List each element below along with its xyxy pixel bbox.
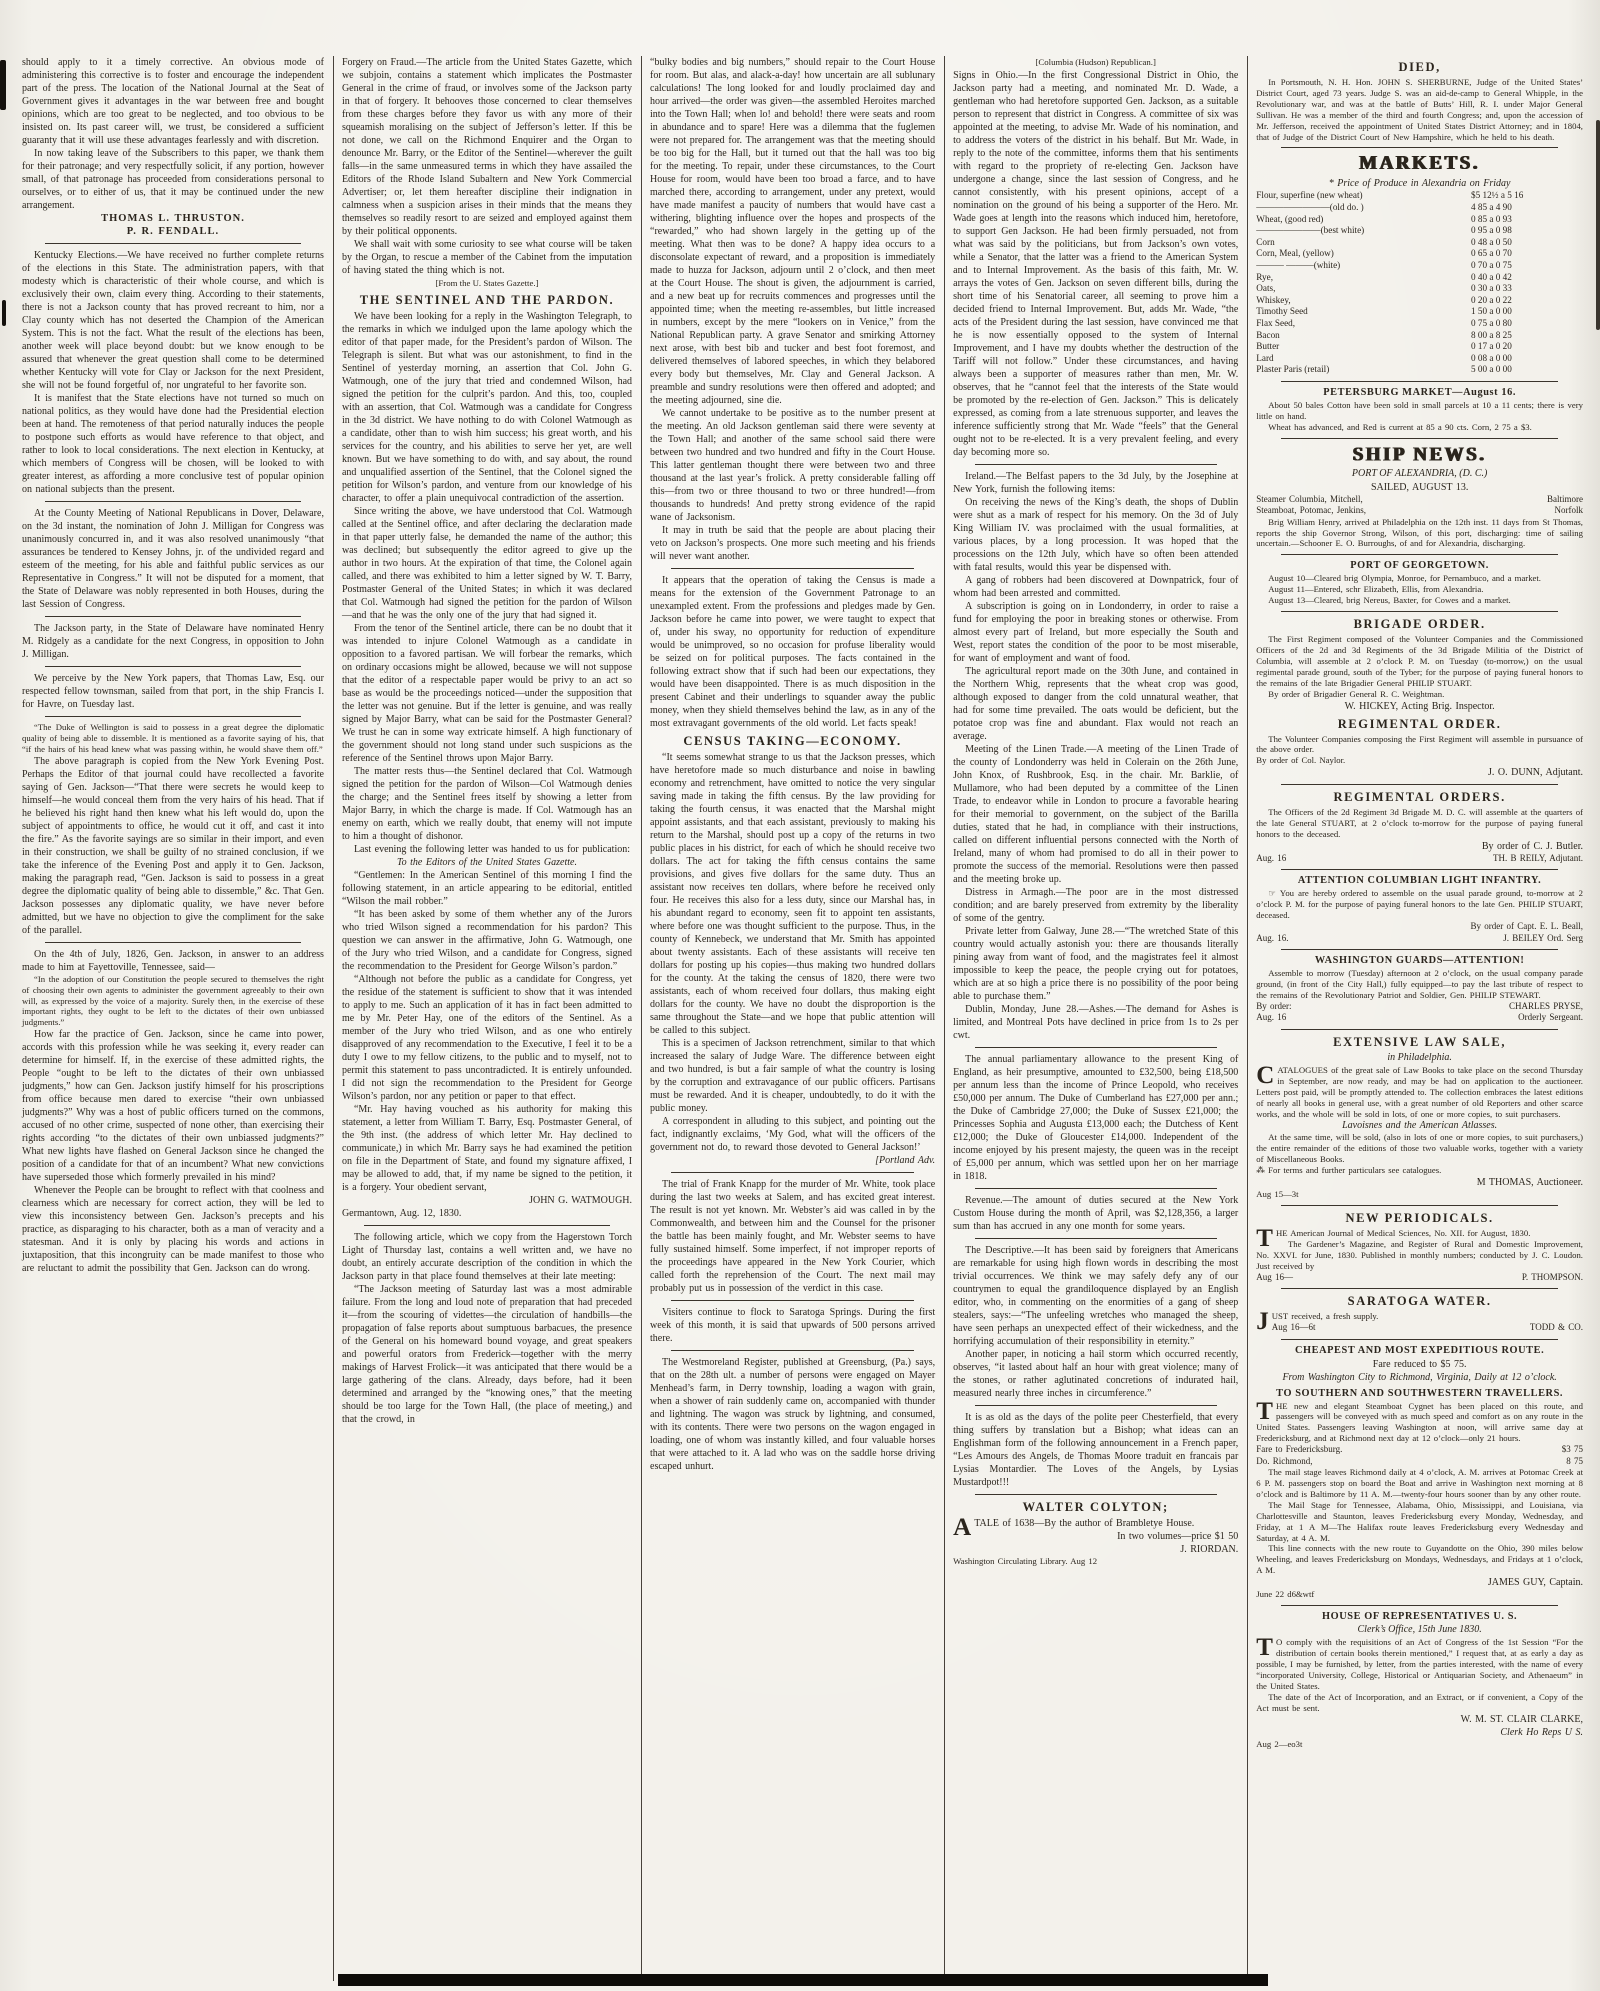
article [1256,60,1583,142]
article-divider [45,716,302,717]
paragraph: We cannot undertake to be positive as to the number present at the meeting. An old Jackson gentleman said there were seventy at the Town Hall; and another of the same school said there were between two hundred and two hundred and fifty in the Court House. This latter gentleman thought there were between two and three thousand at the last year’s frolick. A pretty considerable falling off this—from two or three thousand to two or three hundred!—from thousands to hundreds! And pretty strong evidence of the rapid wane of Jacksonism. [650,408,936,523]
market-value: 0 75 a 0 80 [1470,317,1512,328]
article [1256,1211,1583,1283]
paragraph: To the Editors of the United States Gazette. [397,857,577,868]
paragraph: Lavoisnes and the American Atlasses. [1342,1120,1498,1132]
paragraph [1272,1322,1583,1334]
paragraph: On receiving the news of the King’s death, the shops of Dublin were shut as a mark of respect for his memory. On the 3d of July King William IV. was proclaimed with the usual formalities, at various places, by a long procession. It was hoped that the processions on the 12th July, which have so often been attended with fatal results, would this year be dispensed with. [953,497,1239,573]
article-divider [1281,438,1559,439]
article-divider [1281,949,1559,950]
split-left: Aug 16—6t [1271,1322,1316,1332]
article-kicker: [From the U. States Gazette.] [435,278,539,288]
article [953,1194,1238,1233]
paragraph: The annual parliamentary allowance to the present King of England, as heir presumptive, amounted to £32,500, being £18,500 per annum less than the income of Prince Leopold, who receives £50,000 per annum. The Duke of Cumberland has £27,000 per ann.; the Duke of Cambridge 27,000; the Duke of Sussex £21,000; the Princesses Sophia and Augusta £13,000 each; the Dutchess of Kent £12,000; the Duke of Gloucester £14,000. Independent of the income enjoyed by his present majesty, the queen was in the receipt of £5,000 per annum, which was settled upon her on her marriage in 1818. [953,1054,1239,1182]
paragraph: TO comply with the requisitions of an Act of Congress of the 1st Session “For the distribution of certain books therein mentioned,” I request that, at as early a day as possible, I may be furnished, by letter, from the parties interested, with the name of every “incorporated University, College, Historical or Antiquarian Society, and Athenaeum” in the United States. [1256,1634,1583,1691]
paragraph: Revenue.—The amount of duties secured at the New York Custom House during the month of April, was $2,128,356, a larger sum than has accrued in any one month for some years. [953,1195,1239,1232]
paragraph: Assemble to morrow (Tuesday) afternoon at 2 o’clock, on the usual company parade ground, (in front of the City Hall,) fully equipped—to pay the last tribute of respect to the remains of the Revolutionary Patriot and Soldier, Gen. PHILIP STEWART. [1256,968,1583,1000]
paragraph: W. M. ST. CLAIR CLARKE, [1460,1714,1583,1726]
split-left: Aug. 16 [1256,1012,1287,1023]
paragraph: By order of C. J. Butler. [1481,840,1583,852]
market-row [1256,295,1583,307]
article [650,1356,935,1473]
paragraph: Signs in Ohio.—In the first Congressional District in Ohio, the Jackson party had a meeting, and nominated Mr. D. Wade, a gentleman who had heretofore supported Gen. Jackson, as a suitable person to represent that district in Congress. A committee of six was appointed at the meeting, to advise Mr. Wade of his nomination, and to address the voters of the district in his behalf. But Mr. Wade, in reply to the note of the committee, informs them that his sentiments with regard to the propriety of re-electing Gen. Jackson have undergone a change, since the last session of Congress, and he cannot consistently, with his present opinions, accept of a nomination on the ground of his being a supporter of the Hero. Mr. Wade goes at length into the reasons which induced him, heretofore, to support Gen Jackson. He had been firmly persuaded, not from what was said by the politicians, but from Jackson’s own votes, while a Senator, that the latter was a friend to the American System and to Internal Improvement. As the basis of this faith, Mr. W. arrays the votes of Gen. Jackson on seven different bills, during the short time of his Senatorial career, all seeming to prove him a decided friend to Internal Improvement. But, adds Mr. Wade, “the acts of the President during the last session, have convinced me that he is now essentially opposed to the system of Internal Improvement, and I have my doubts whether the destruction of the Tariff will not follow.” Under these circumstances, and having always been a supporter of measures rather than men, Mr. W. observes, that he “cannot feel that the interests of the State would be promoted by the re-election of Gen. Jackson.” This is delicately expressed, as coming from a late strenuous supporter, and leaves the inference sufficiently strong that Mr. Wade “feels” that the General ought not to be re-elected. It is a very prevalent feeling, and every day becoming more so. [953,70,1239,458]
article-heading: WASHINGTON GUARDS—ATTENTION! [1314,955,1525,967]
paragraph: Since writing the above, we have understood that Col. Watmough called at the Sentinel office, and after declaring the declaration made in that paper utterly false, he demanded the name of the author; this was declined; but subsequently the editor agreed to give up the author in two hours. At the expiration of that time, the Colonel again called, and there was exhibited to him a letter signed by W. T. Barry, Postmaster General of the United States; in which it was declared that Col. Watmough had signed the petition for the pardon of Wilson—and that he was the only one of the jury that had signed it. [341,506,633,621]
market-item: ——— ———(white) [1256,260,1341,270]
article-divider [45,942,302,943]
market-item: Corn [1256,236,1275,247]
market-item: Corn, Meal, (yellow) [1256,248,1334,259]
paragraph: CATALOGUES of the great sale of Law Books to take place on the second Thursday in September, are now ready, and may be had on application to the auctioneer. Letters post paid, will be promptly attended to. The collection embraces the latest editions of nearly all books in general use, with a great number of old Reporters and other scarce works, and the whole will be sold in lots, of one or more copies, to suit purchasers. [1256,1061,1583,1119]
paragraph: THE American Journal of Medical Sciences, No. XII. for August, 1830. [1256,1224,1531,1252]
market-row [1256,214,1583,226]
article-divider [671,1300,913,1301]
paragraph: Visiters continue to flock to Saratoga Springs. During the first week of this month, it is said that upwards of 500 persons arrived there. [650,1307,936,1344]
article-divider [671,1350,913,1351]
article-heading: DIED, [1398,60,1441,74]
article-heading: CHEAPEST AND MOST EXPEDITIOUS ROUTE. [1295,1344,1545,1356]
article [1256,1388,1583,1601]
market-value: 0 95 a 0 98 [1470,225,1512,236]
columns-container [14,56,1592,1981]
article-subheading: in Philadelphia. [1387,1051,1452,1063]
paragraph: “bulky bodies and big numbers,” should repair to the Court House for room. But alas, and alack-a-day! how uncertain are all sublunary calculations! The long looked for and loudly proclaimed day and hour arrived—the order was given—the assembled Heroites marched into the Town Hall; when lo! and behold! there were seats and room in abundance and to spare! Here was a dilemma that the fuglemen were not prepared for. The arrangement was that the meeting should be too big for the Hall, but it turned out that the hall was too big for the meeting. To repair, under these circumstances, to the Court House for room, would have been too broad a farce, and to have marched there, according to arrangement, under any pretext, would have made manifest a paucity of numbers that would have cast a withering, blighting influence over the hopes and prospects of the “rewarded,” who had shown largely in the getting up of the meeting. What then was to be done? A happy idea occurs to a disconsolate expectant of reward, and a proposition is immediately made to huzza for Jackson, adjourn until 2 o’clock, and then meet at the Court House. The shout is given, the adjournment is carried, and a new beat up for recruits commences and progresses until the appointed time; when the meeting re-assembles, but little increased in numbers, except by the mere “lookers on in Venice,” from the National Republican party. A grave Senator and smirking Attorney next arose, with best bib and tucker and best foot foremost, and delivered themselves of labored speeches, in which they belabored every body but themselves, Mr. Clay and General Jackson. A preamble and sundry resolutions were then offered and adopted; and the meeting adjourned, sine die. [650,57,936,406]
article-divider [975,1494,1217,1495]
paragraph: “The Jackson meeting of Saturday last was a most admirable failure. From the long and loud note of preparation that had preceded it—from the scouring of videttes—the circulation of handbills—the propagation of false reports about sumptuous barbacues, the presence of the General on his homeward bound voyage, and great speakers and powerful orators from Frederick—together with the merry makings of Harvest Frolick—it was anticipated that there would be a large gathering of the clans. Already, days before, had it been determined and arranged by the “knowing ones,” that the meeting should be too large for the Town Hall, (the place of meeting,) and that the crowd, in [341,1284,633,1425]
market-item: Timothy Seed [1256,306,1308,317]
market-item: Plaster Paris (retail) [1256,364,1330,375]
paragraph: ⁂ For terms and further particulars see catalogues. [1256,1165,1442,1176]
paragraph: August 10—Cleared brig Olympia, Monroe, for Pernambuco, and a market. [1268,573,1541,584]
paragraph: The First Regiment composed of the Volunteer Companies and the Commissioned Officers of the 2d and 3d Regiments of the 3d Brigade Militia of the District of Columbia, will assemble at 2 o’clock P. M. on Tuesday (to-morrow,) on the usual regimental parade ground, south of the Tyber; for the purpose of paying funeral honors to the remains of the late Brigadier General PHILIP STUART. [1256,634,1583,688]
article-divider [45,243,302,244]
paragraph: “It seems somewhat strange to us that the Jackson presses, which have heretofore made so much disturbance and noise in bawling economy and retrenchment, have omitted to notice the very singular saving made in taking the fifth census. By the law providing for taking the fourth census, it was enacted that the Marshal might appoint assistants, and that each assistant, previously to making his return to the Marshal, should post up a copy of the returns in two public places in his district, for each of which he should receive two dollars. The act for taking the fifth census contains the same provisions, and gives five dollars for the same duty. Thus an assistant now receives ten dollars, where before he received only four. He receives this also for a less duty, since our Marshal has, in his abundant regard to economy, seen fit to appoint ten assistants, where before one was thought sufficient to the purpose. Thus, in the county of Kennebeck, we understand that Mr. Smith has appointed about twenty assistants. Each of these assistants will receive ten dollars for posting up his copies—thus making two hundred dollars for the county. At the taking the census of 1820, there were two assistants, each of whom received four dollars, thus making eight dollars for the county. We have no doubt the disproportion is the same throughout the State—and we hope that public attention will be called to this subject. [650,752,936,1036]
paragraph: THE new and elegant Steamboat Cygnet has been placed on this route, and passengers will be conveyed with as much speed and comfort as on any route in the United States. Passengers leaving Washington at noon, will arrive same day at Fredericksburg, and at Richmond next day at 12 o’clock—only 21 hours. [1256,1397,1583,1444]
paragraph: Clerk Ho Reps U S. [1500,1727,1583,1739]
paragraph: By order of Brigadier General R. C. Weightman. [1268,688,1445,699]
paragraph [1256,505,1583,517]
article [342,278,632,1220]
market-value: 0 85 a 0 93 [1470,213,1512,224]
article-subheading: PORT OF ALEXANDRIA, (D. C.) [1351,467,1488,479]
paragraph: Washington Circulating Library. Aug 12 [953,1556,1098,1566]
market-item: Oats, [1256,283,1276,294]
paragraph: The Volunteer Companies composing the First Regiment will assemble in pursuance of the above order. [1256,733,1583,755]
split-left: Aug 16— [1256,1271,1294,1282]
scan-artifact [0,60,6,110]
market-row [1256,318,1583,330]
paragraph [1256,494,1583,506]
column-3 [642,56,945,1981]
paragraph: June 22 d6&wtf [1256,1589,1315,1600]
article [953,1500,1238,1567]
article [953,57,1238,459]
article-heading: NEW PERIODICALS. [1345,1210,1494,1225]
paragraph [1256,1456,1583,1468]
split-right: $3 75 [1561,1444,1583,1455]
article-heading: THE SENTINEL AND THE PARDON. [359,293,615,307]
market-value: 0 65 a 0 70 [1470,248,1512,259]
split-left: Steamboat, Potomac, Jenkins, [1256,505,1367,516]
paragraph: Whenever the People can be brought to reflect with that coolness and clearness which are necessary for correct action, they will be led to view this inconsistency between Gen. Jackson’s precepts and his practice, as disparaging to his character, both as a man of veracity and a statesman. And it is only by placing his words and actions in juxtaposition, that this incongruity can be made manifest to those who are reluctant to admit the possibility that Gen. Jackson can do wrong. [22,1185,324,1275]
paragraph: Aug 15—3t [1256,1189,1299,1200]
paragraph: From the tenor of the Sentinel article, there can be no doubt that it was intended to injure Colonel Watmough as a candidate in opposition to a favored partisan. We will forbear the remarks, which on ordinary occasions might be allowed, because we will not suppose that the editor of a respectable paper would be privy to an act so base as would be the proceedings noticed—under the supposition that the letter was not genuine. But if the letter is genuine, and was really signed by Major Barry, what can be said for the Postmaster General? We trust he can in some way extricate himself. A high functionary of the government should not long stand under such suspicions as the reference of the Sentinel throws upon Major Barry. [341,623,633,764]
column-2 [334,56,642,1981]
paragraph: The agricultural report made on the 30th June, and contained in the Northern Whig, represents that the wheat crop was good, although exposed to danger from the cold unnatural weather, that had for some time prevailed. The oats would be deficient, but the potatoe crop was fine and abundant. Flax would not reach an average. [953,666,1239,742]
paragraph: The matter rests thus—the Sentinel declared that Col. Watmough signed the petition for the pardon of Wilson—Col Watmough denies the charge; and the Sentinel frees itself by showing a letter from Major Barry, in which the charge is made. If Col. Watmough has an enemy on earth, which we really doubt, that enemy will not impute to him a thought of dishonor. [341,766,633,842]
article-subheading: Clerk’s Office, 15th June 1830. [1357,1624,1482,1636]
split-left: Fare to Fredericksburg. [1256,1444,1343,1455]
market-row [1256,364,1583,376]
market-row [1256,237,1583,249]
paragraph: should apply to it a timely corrective. An obvious mode of administering this corrective is to foster and encourage the independent part of the press. The location of the National Journal at the Seat of Government gives it advantages in the war between free and bought opinions, which are too great to be neglected, and too obvious to be insisted on. Its past career will, we trust, be considered a sufficient guaranty that it will use these advantages fearlessly and with discretion. [22,57,324,146]
market-item: Flour, superfine (new wheat) [1256,190,1363,201]
paragraph: About 50 bales Cotton have been sold in small parcels at 10 a 11 cents; there is very little on hand. [1256,399,1583,421]
paragraph: JAMES GUY, Captain. [1487,1577,1583,1589]
paragraph: In now taking leave of the Subscribers to this paper, we thank them for their patronage; and very respectfully solicit, if any portion, however small, of that patronage has proceeded from considerations personal to ourselves, or to either of us, that it may be continued under the new arrangement. [22,148,324,211]
article [22,622,324,661]
market-value: 5 00 a 0 00 [1470,364,1512,375]
paragraph: Dublin, Monday, June 28.—Ashes.—The demand for Ashes is limited, and Montreal Pots have declined in price from 1s to 2s per cwt. [953,1004,1239,1041]
paragraph: The Westmoreland Register, published at Greensburg, (Pa.) says, that on the 28th ult. a number of persons were engaged on Mayer Menhead’s farm, in Derry township, loading a wagon with grain, when a shower of rain suddenly came on, accompanied with thunder and lightning. The wagon was struck by lightning, and consumed, with its contents. There were two persons on the wagon engaged in loading, one of whom was instantly killed, and four valuable horses that were attached to it. A lad who was on the saddle horse driving escaped unhurt. [650,1357,936,1472]
market-row [1256,248,1583,260]
article [650,56,935,563]
paragraph: “It has been asked by some of them whether any of the Jurors who tried Wilson signed a recommendation for his pardon? This question we can answer in the affirmative, John G. Watmough, one of the Jury who tried Wilson, and a candidate for Congress, signed the recommendation to the President for George Wilson’s pardon.” [341,909,633,972]
market-row [1256,272,1583,284]
paragraph: How far the practice of Gen. Jackson, since he came into power, accords with this profession while he was seeking it, every reader can determine for himself. If, in the exercise of these admitted rights, the People “ought to be left to the dictates of their own unbiassed judgments,” how can Gen. Jackson justify himself for his proscriptions from office because men dared to exercise “their own unbiassed judgments?” Why was a host of public officers turned on the commons, accused of no other crime, suspected of none other, than exercising their rights according “to the dictates of their own unbiassed judgments?” What new lights have flashed on General Jackson since he changed the position of a candidate for that of an incumbent? What new convictions have superseded those which formerly prevailed in his mind? [22,1029,324,1184]
paragraph: Distress in Armagh.—The poor are in the most distressed condition; and are barely preserved from extremity by the liberality of some of the gentry. [953,887,1239,924]
market-row [1256,202,1583,214]
market-row [1256,260,1583,272]
split-left: Steamer Columbia, Mitchell, [1256,493,1363,504]
split-left: Do. Richmond, [1256,1455,1313,1466]
market-item: Wheat, (good red) [1256,213,1324,224]
article-heading: ATTENTION COLUMBIAN LIGHT INFANTRY. [1297,875,1542,887]
split-left: Aug. 16. [1256,932,1289,943]
article [1256,1611,1583,1750]
market-value: 0 08 a 0 00 [1470,352,1512,363]
article-heading: REGIMENTAL ORDER. [1337,716,1502,731]
paragraph: At the County Meeting of National Republicans in Dover, Delaware, on the 3d instant, the nomination of John J. Milligan for Congress was unanimously concurred in, and it was also resolved unanimously “that assurances be tendered to Kensey Johns, jr. of the undivided regard and esteem of the meeting, for his able and faithful public services as our Representative in Congress.” It will not be disputed for a moment, that the State of Delaware was nobly represented in both Houses, during the last Session of Congress. [22,508,324,610]
paragraph: A correspondent in alluding to this subject, and pointing out the fact, indignantly exclaims, ‘My God, what will the officers of the government not do, to reward those devoted to General Jackson!’ [650,1116,936,1153]
paragraph: P. R. FENDALL. [126,226,220,237]
paragraph [1256,1012,1583,1024]
article [22,948,324,1276]
article [953,470,1238,1042]
paragraph: August 13—Cleared, brig Nereus, Baxter, for Cowes and a market. [1268,595,1511,606]
article-divider [975,1405,1217,1406]
article-heading: PETERSBURG MARKET—August 16. [1323,386,1516,398]
paragraph: SAILED, AUGUST 13. [1370,481,1469,493]
paragraph: “The Duke of Wellington is said to possess in a great degree the diplomatic quality of being able to dissemble. It is mentioned as a favorite saying of his, that “if the hairs of his head knew what was passing within, he would shave them off.” [22,722,324,754]
article [650,734,935,1167]
market-row [1256,283,1583,295]
split-left: By order: [1256,1000,1292,1011]
market-value: 0 40 a 0 42 [1470,271,1512,282]
article [342,56,632,277]
split-right: 8 75 [1566,1455,1583,1466]
article [650,574,935,730]
article-heading: HOUSE OF REPRESENTATIVES U. S. [1322,1611,1518,1623]
market-value: 4 85 a 4 90 [1470,202,1512,213]
paragraph: Last evening the following letter was handed to us for publication: [353,844,630,855]
article-heading: SHIP NEWS. [1352,443,1487,466]
article [22,672,324,711]
article [1256,1035,1583,1200]
paragraph: Private letter from Galway, June 28.—“The wretched State of this country would actually astonish you: there are thousands literally pining away from want of food, and the magistrates feel it almost impossible to keep the peace, the people crying out for potatoes, which are at so high a price there is no possibility of the poor being able to purchase them.” [953,926,1239,1002]
paragraph: It is as old as the days of the polite peer Chesterfield, that every thing suffers by translation but a Bishop; what ideas can an Englishman form of the following announcement in a French paper, “Les Amours des Angels, de Thomas Moore traduit en francais par Lysias Montardier. The Loves of the Angels, by Lysias Mustardpot!!! [953,1412,1239,1488]
market-item: Flax Seed, [1256,317,1296,328]
split-right: J. BEILEY Ord. Serg [1503,932,1583,943]
paragraph [1256,1444,1583,1456]
article [22,56,324,238]
article [1256,1345,1583,1384]
paragraph: ☞ You are hereby ordered to assemble on the usual parade ground, to-morrow at 2 o’clock P. M. for the purpose of paying funeral honors to the late Gen. PHILIP STUART, deceased. [1256,888,1583,921]
split-right: Norfolk [1554,505,1583,516]
paragraph: On the 4th of July, 1826, Gen. Jackson, in answer to an address made to him at Fayettoville, Tennessee, said— [22,948,324,973]
paragraph [1256,1001,1583,1013]
split-right: Orderly Sergeant. [1518,1012,1583,1023]
paragraph: It is manifest that the State elections have not turned so much on national politics, as they would have done had the Presidential election been at hand. The remoteness of that period naturally induces the people to postpone such efforts as would have reference to that object, and rather to look to local considerations. The next election in Kentucky, at which members of Congress will be chosen, will be looked to with greater interest, as affording a more conclusive test of popular opinion on national subjects than the present. [22,393,324,495]
paragraph: The following article, which we copy from the Hagerstown Torch Light of Thursday last, contains a well written and, we have no doubt, an entirely accurate description of the condition in which the Jackson party in that place found themselves at their late meeting: [341,1232,633,1282]
paragraph: Meeting of the Linen Trade.—A meeting of the Linen Trade of the county of Londonderry was held in Colerain on the 26th June, John Knox, of Rushbrook, Esq. in the chair. Mr. Barklie, of Mullamore, who had been deputed by a committee of the Linen Trade, to endeavor while in London to procure a favorable hearing for their memorial to government, on the subject of the Barilla duties, stated that he had, in compliance with their instructions, called on different influential persons connected with the North of Ireland, many of whom had promised to do all in their power to promote the success of the memorial. Resolutions were then passed and the meeting broke up. [953,744,1239,885]
article [953,1053,1238,1183]
scan-artifact [1596,120,1600,330]
paragraph: The Officers of the 2d Regiment 3d Brigade M. D. C. will assemble at the quarters of the late General STUART, at 2 o’clock to-morrow for the purpose of paying funeral honors to the deceased. [1256,807,1583,840]
paragraph [1256,1272,1583,1284]
paragraph: At the same time, will be sold, (also in lots of one or more copies, to suit purchasers,) the entire remainder of the editions of those two valuable works, together with a variety of Miscellaneous Books. [1256,1132,1583,1165]
column-4 [945,56,1248,1981]
article [22,722,324,937]
article-divider [364,1225,611,1226]
article [1256,617,1583,712]
paragraph: JOHN G. WATMOUGH. [529,1195,633,1206]
paragraph: A gang of robbers had been discovered at Downpatrick, four of whom had been arrested and committed. [953,575,1239,599]
market-item: ———————(best white) [1256,225,1365,236]
paragraph: We shall wait with some curiosity to see what course will be taken by the Organ, to rescue a member of the Cabinet from the imputation of having stated the thing which is not. [341,239,633,276]
article [1256,955,1583,1024]
paragraph: It appears that the operation of taking the Census is made a means for the extension of the Government Patronage to an unexampled extent. From the professions and pledges made by Gen. Jackson before he came into power, we were taught to expect that of, under his sway, no opportunity for reduction of expenditure would be unimproved, so no occasion for profuse liberality would be seized on for political purposes. The facts contained in the following extract show that if such had been our expectations, they would have been disappointed. There is as much disposition in the present Cabinet and their underlings to squander away the public money, when they shield themselves behind the law, as in any of the most extravagant governments of the old world. Let facts speak! [650,575,936,729]
market-item: Whiskey, [1256,294,1291,305]
paragraph: “Gentlemen: In the American Sentinel of this morning I find the following statement, in an article appearing to be editorial, entitled “Wilson the mail robber.” [341,870,633,907]
paragraph: This is a specimen of Jackson retrenchment, similar to that which increased the salary of Judge Ware. The difference between eight and two hundred, is but a fair sample of what the country is losing by the corruption and extravagance of our public officers. Partisans must be rewarded. And it is cheaper, undoubtedly, to do it with the public money. [650,1038,936,1114]
article-divider [975,1238,1217,1239]
market-value: 8 00 a 8 25 [1470,329,1512,340]
article-divider [1281,869,1559,870]
market-item: Rye, [1256,271,1274,282]
paragraph: W. HICKEY, Acting Brig. Inspector. [1344,700,1495,712]
split-right: By order of Capt. E. L. Beall, [1470,921,1583,932]
paragraph: Another paper, in noticing a hail storm which occurred recently, observes, “it lasted about half an hour with great violence; many of the stones, or rather aglutinated concretions of indurated hail, measured nearly three inches in circumference.” [953,1349,1239,1399]
paragraph: This line connects with the new route to Guyandotte on the Ohio, 390 miles below Wheeling, and leaves Fredericksburg on Mondays, Wednesdays, and Fridays at 1 o’clock, A M. [1256,1543,1583,1576]
article [22,507,324,611]
paragraph: Kentucky Elections.—We have received no further complete returns of the elections in this State. The administration papers, with that modesty which is characteristic of their whole course, and which is exclusively their own, claim every thing. According to their statements, there is not a Jackson county that has proved recreant to him, nor a Clay county which has not deserted the Champion of the American System. This is not the fact. What the result of the elections has been, another week will place beyond doubt: but we know enough to be assured that whenever the great question shall come to be determined whether Kentucky will vote for Clay or Jackson for the next President, she will not be found forgetful of, nor ungrateful to her favorite son. [22,250,324,391]
paragraph: The above paragraph is copied from the New York Evening Post. Perhaps the Editor of that journal could have recollected a favorite saying of Gen. Jackson—“That there were secrets he would keep to himself—he would conceal them from the very hairs of his head. That if he believed his right hand then knew what his left would do, upon the subject of appointments to office, he would cut it off, and cast it into the fire.” As the favorite sayings are so similar in their import, and even in their construction, we shall be guilty of no strained conclusion, if we take the inference of the Evening Post and apply it to Gen. Jackson, making the paragraph read, “Gen. Jackson is said to possess in a great degree the diplomatic quality of being able to dissemble,” &c. That Gen. Jackson possesses any diplomatic quality, we have never before admitted, but we have no objection to give the compliment for the sake of the parallel. [22,755,324,936]
article [650,1306,935,1345]
article [1256,1294,1583,1336]
paragraph: THOMAS L. THRUSTON. [101,213,245,224]
paragraph: We have been looking for a reply in the Washington Telegraph, to the remarks in which we indulged upon the lame apology which the editor of that paper made, for the President’s pardon of Wilson. The Telegraph is silent. But what was our astonishment, to find in the Sentinel of yesterday morning, an assertion that Col. John G. Watmough, one of the jury that tried and condemned Wilson, had signed the petition for the culprit’s pardon. And this, too, coupled with an assertion, that Col. Watmough was a candidate for Congress in the 3d district. We have nothing to do with Colonel Watmough as a candidate, other than to wish him success; his great worth, and his services for the country, and his abilities to serve her yet, are well known. But we have something to do with, and say about, the round and unqualified assertion of the Sentinel, that the Colonel signed the petition for Wilson’s pardon, and venture from our knowledge of his character, to offer a plain unequivocal contradiction of the assertion. [341,311,633,504]
split-right: Baltimore [1546,493,1583,504]
paragraph: It may in truth be said that the people are about placing their veto on Jackson’s prospects. One more such meeting and his friends will never want another. [650,525,936,562]
article-heading: MARKETS. [1359,152,1481,175]
market-item: ————————(old do. ) [1256,202,1364,213]
market-row [1256,225,1583,237]
paragraph: The trial of Frank Knapp for the murder of Mr. White, took place during the last two weeks at Salem, and has excited great interest. The result is not yet known. Mr. Webster’s aid was called in by the Commonwealth, and between him and the Counsel for the prisoner the battle has been mainly fought, and Mr. Webster seems to have fully sustained himself. Some imperfect, if not improper reports of the proceedings have appeared in the New York Courier, which called forth the reprehension of the Court. The next mail may probably put us in possession of the verdict in this case. [650,1179,936,1294]
paragraph: Ireland.—The Belfast papers to the 3d July, by the Josephine at New York, furnish the following items: [953,471,1239,495]
article [1256,387,1583,433]
article-divider [1281,1288,1559,1289]
article-kicker: [Columbia (Hudson) Republican.] [1035,57,1156,67]
split-left: Aug. 16 [1256,852,1287,863]
split-right: P. THOMPSON. [1521,1271,1583,1282]
paragraph: The Jackson party, in the State of Delaware have nominated Henry M. Ridgely as a candidate for the next Congress, in opposition to John J. Milligan. [22,623,324,660]
paragraph: “Mr. Hay having vouched as his authority for making this statement, a letter from William T. Barry, Esq. Postmaster General, of the 9th inst. (the address of which letter Mr. Hay declined to communicate,) in which Mr. Barry says he had examined the petition on file in the Department of State, and found my signature affixed, I may be allowed to add, that, if my name be signed to the petition, it is a forgery. Your obedient servant, [341,1104,633,1193]
article-heading: REGIMENTAL ORDERS. [1333,790,1506,805]
article [22,249,324,496]
article [1256,444,1583,550]
paragraph: J. RIORDAN. [1180,1544,1239,1555]
article-heading: SARATOGA WATER. [1347,1294,1492,1309]
article-divider [1281,1029,1559,1030]
paragraph: The mail stage leaves Richmond daily at 4 o’clock, A. M. arrives at Potomac Creek at 6 P. M. passengers stop on board the Boat and arrive in Washington next morning at 8 o’clock and is Baltimore by 11 A. M.—twenty-four hours sooner than by any other route. [1256,1467,1583,1499]
article-heading: WALTER COLYTON; [1022,1500,1169,1514]
paragraph: The date of the Act of Incorporation, and an Extract, or if convenient, a Copy of the Act must be sent. [1256,1691,1583,1713]
paragraph: By order of Col. Naylor. [1256,755,1346,766]
article-divider [975,1188,1217,1189]
market-value: 0 30 a 0 33 [1470,283,1512,294]
article [342,1231,632,1426]
market-value: 0 17 a 0 20 [1470,341,1512,352]
paragraph: We perceive by the New York papers, that Thomas Law, Esq. our respected fellow townsman, sailed from that port, in the ship Francis I. for Havre, on Tuesday last. [22,673,324,710]
article-heading: BRIGADE ORDER. [1353,617,1486,632]
article [953,1244,1238,1400]
paragraph: Wheat has advanced, and Red is current at 85 a 90 cts. Corn, 2 75 a $3. [1268,421,1532,432]
market-row [1256,330,1583,342]
split-right: TODD & CO. [1529,1322,1583,1332]
article [650,1178,935,1295]
article-divider [1281,1339,1559,1340]
article-heading: CENSUS TAKING—ECONOMY. [683,734,902,748]
market-row [1256,353,1583,365]
article-divider [671,1172,913,1173]
paragraph: M THOMAS, Auctioneer. [1476,1177,1583,1189]
paragraph: August 11—Entered, schr Elizabeth, Ellis, from Alexandria. [1268,584,1484,595]
paragraph: Germantown, Aug. 12, 1830. [341,1208,462,1219]
scan-artifact [2,300,6,326]
article [1256,560,1583,606]
market-row [1256,341,1583,353]
paragraph: [Portland Adv. [875,1155,936,1166]
market-value: 1 50 a 0 00 [1470,306,1512,317]
market-value: 0 20 a 0 22 [1470,294,1512,305]
paragraph: ATALE of 1638—By the author of Brambletye House. [953,1514,1195,1541]
article [953,1411,1238,1489]
article-divider [975,464,1217,465]
paragraph: A subscription is going on in Londonderry, in order to raise a fund for employing the poor in breaking stones or otherwise. From almost every part of Ireland, but more especially the South and West, report states the condition of the poor to be most miserable, for want of employment and want of food. [953,601,1239,664]
paragraph: “In the adoption of our Constitution the people secured to themselves the right of choosing their own agents to administer the government agreeably to their own will, as expressed by the voice of a majority. Surely then, in the exercise of these important rights, they ought to be left to the dictates of their own unbiassed judgments.” [22,973,324,1028]
market-note: * Price of Produce in Alexandria on Friday [1328,178,1511,190]
paragraph [1256,933,1583,945]
market-item: Lard [1256,352,1274,363]
paragraph: Brig William Henry, arrived at Philadelphia on the 12th inst. 11 days from St Thomas, reports the ship Governor Strong, Wilson, of this port, discharging: time of sailing uncertain.—Schooner E. O. Burroughs, of and for Alexandria, discharging. [1256,516,1583,549]
paragraph: “Although not before the public as a candidate for Congress, yet the residue of the statement is sufficient to show that it was intended to apply to me. Such an application of it has in fact been admitted to me by Mr. Peter Hay, one of the editors of the Sentinel. As a member of the Jury who tried Wilson, and as one who entirely disapproved of any recommendation to the Executive, I feel it to be a duty I owe to my fellow citizens, to the public and to myself, not to permit this statement to pass uncontradicted. It is entirely unfounded. I did not sign the recommendation to the President for George Wilson’s pardon, nor any petition or paper to that effect. [341,974,633,1102]
paragraph: JUST received, a fresh supply. [1256,1308,1379,1336]
paragraph [1256,921,1583,933]
article-divider [1281,147,1559,148]
column-1 [14,56,334,1981]
article-heading: PORT OF GEORGETOWN. [1350,560,1489,572]
paragraph: Aug 2—eo3t [1256,1739,1303,1750]
article-heading: EXTENSIVE LAW SALE, [1333,1034,1507,1049]
scan-artifact-bottom-bar [338,1974,1268,1986]
article-divider [1281,381,1559,382]
market-value: 0 48 a 0 50 [1470,236,1512,247]
market-value: 0 70 a 0 75 [1470,260,1512,270]
article-divider [1281,1605,1559,1606]
paragraph: The Mail Stage for Tennessee, Alabama, Ohio, Mississippi, and Louisiana, via Charlottesville and Staunton, leaves Fredericksburg every Monday, Wednesday, and Friday, at 1 A M—The Halifax route leaves Fredericksburg every Wednesday and Saturday, at 4 A. M. [1256,1499,1583,1543]
paragraph: From Washington City to Richmond, Virginia, Daily at 12 o’clock. [1282,1371,1557,1383]
paragraph: Forgery on Fraud.—The article from the United States Gazette, which we subjoin, contains a statement which implicates the Postmaster General in the crime of fraud, or involves some of the Jackson party in that of forgery. It behooves those concerned to clear themselves from these charges before they favor us with any more of their squeamish moralising on the subject of Jefferson’s letter. If this be not done, we call on the Richmond Enquirer and the Organ to denounce Mr. Barry, or the Editor of the Sentinel—wherever the guilt falls—in the same unmeasured terms in which they have assailed the Editors of the Rhode Island Subaltern and New York Commercial Advertiser; or, let them hereafter discipline their indignation in calmness when a suspicion arises in their minds that the means they themselves so readily resort to are seized and employed against them by their political opponents. [341,57,633,237]
article-divider [671,568,913,569]
article-divider [1281,784,1559,785]
market-row [1256,306,1583,318]
paragraph: The Descriptive.—It has been said by foreigners that Americans are remarkable for using high flown words in describing the most trivial occurrences. We think we may safely defy any of our countrymen to equal the grandiloquence displayed by an English editor, who, in commenting on the enormities of a gang of sheep stealers, says:—“The unfeeling wretches who managed the sheep, have seen perhaps an unexpected effect of their wickedness, and the horrifying accumulation of their responsibility in eternity.” [953,1245,1239,1347]
column-5 [1248,56,1592,1981]
article [1256,717,1583,780]
article [1256,153,1583,376]
split-right: CHARLES PRYSE, [1508,1000,1583,1011]
article-divider [1281,554,1559,555]
paragraph: J. O. DUNN, Adjutant. [1488,767,1583,779]
article [1256,790,1583,864]
article-divider [45,501,302,502]
article-divider [1281,1205,1559,1206]
paragraph: The Gardener’s Magazine, and Register of Rural and Domestic Improvement, No. XXVI. for June, 1830. Published in monthly numbers; conducted by J. C. Loudon. Just received by [1256,1238,1583,1271]
paragraph: In Portsmouth, N. H. Hon. JOHN S. SHERBURNE, Judge of the United States’ District Court, aged 73 years. Judge S. was an aid-de-camp to General Whipple, in the Revolutionary war, and was at the battle of Butts’ Hill, R. I. under Major General Sullivan. He was a member of the third and fourth Congress; and, upon the accession of Mr. Jefferson, received the appointment of United States District Attorney; and in 1804, that of Judge of the District Court of New Hampshire, which he held to his death. [1256,77,1583,142]
market-value: $5 12½ a 5 16 [1470,190,1524,201]
paragraph [1256,853,1583,865]
market-item: Bacon [1256,329,1280,340]
article-divider [1281,611,1559,612]
paragraph: In two volumes—price $1 50 [1117,1531,1239,1542]
article-divider [45,616,302,617]
market-row [1256,190,1583,202]
paragraph: Fare reduced to $5 75. [1372,1358,1467,1370]
article [1256,875,1583,944]
article-heading: TO SOUTHERN AND SOUTHWESTERN TRAVELLERS. [1276,1387,1564,1399]
split-right: TH. B REILY, Adjutant. [1493,852,1583,863]
article-divider [45,666,302,667]
market-item: Butter [1256,341,1280,352]
article-divider [975,1047,1217,1048]
